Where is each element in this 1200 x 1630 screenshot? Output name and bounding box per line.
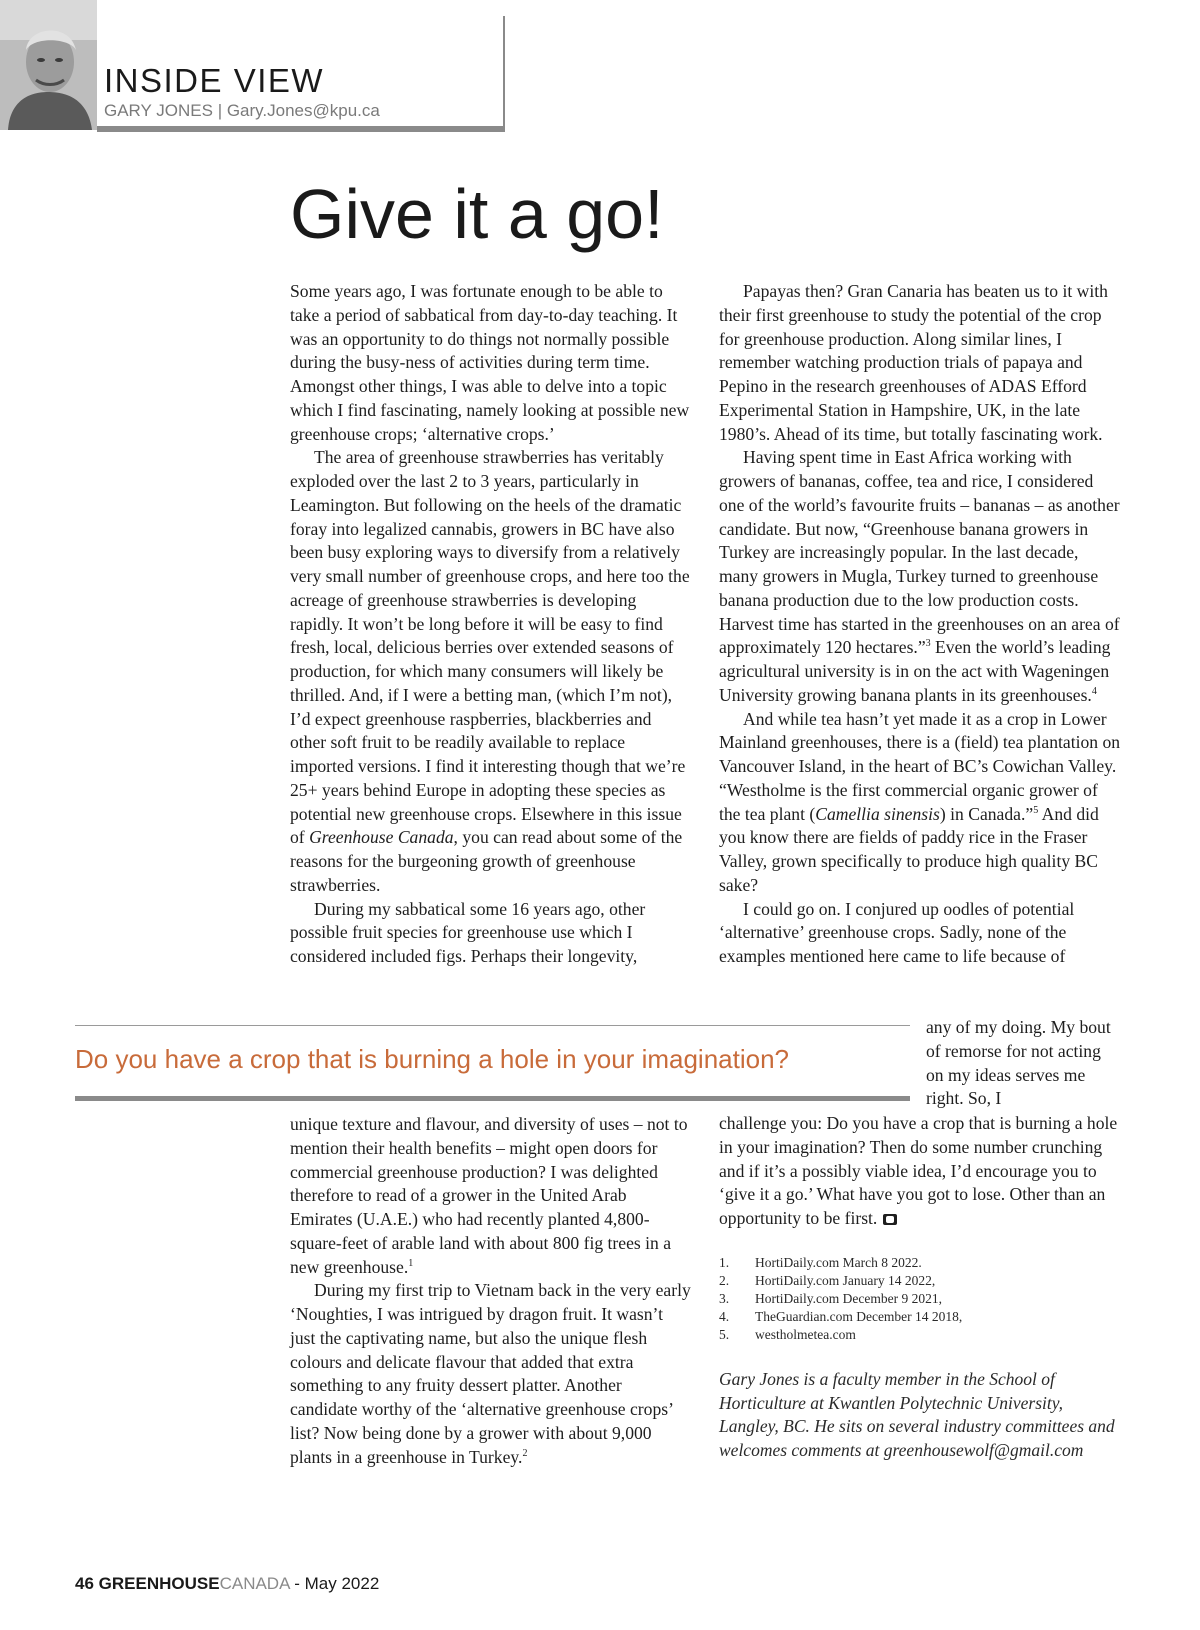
end-of-article-icon xyxy=(883,1214,897,1225)
footnote-item: 4. TheGuardian.com December 14 2018, xyxy=(719,1309,963,1324)
author-byline: GARY JONES | Gary.Jones@kpu.ca xyxy=(104,101,380,120)
footnote-item: 5. westholmetea.com xyxy=(719,1327,856,1342)
body-paragraph: Having spent time in East Africa working with growers of bananas, coffee, tea and rice, I considered one of the world’s favourite fruits – bananas – as another candidate. But now, “Greenhouse banana growers in Turkey are increasingly popular. In the last decade, many growers in Mugla, Turkey turned to greenhouse banana production due to the low production costs. Harvest time has started in the greenhouses on an area of approximately 120 hectares.”$^3$ Even the world’s leading agricultural university is in on the act with Wageningen University growing banana plants in its greenhouses.$^4$ xyxy=(719,447,1120,705)
header-divider-vertical xyxy=(503,16,505,130)
article-column-right-wrap xyxy=(926,1016,1121,1111)
body-paragraph: Papayas then? Gran Canaria has beaten us to it with their first greenhouse to study the potential of the crop for greenhouse production. Along similar lines, I remember watching production trials of papaya and Pepino in the research greenhouses of ADAS Efford Experimental Station in Hampshire, UK, in the late 1980’s. Ahead of its time, but totally fascinating work. xyxy=(719,281,1108,444)
pullquote-rule-top xyxy=(75,1025,910,1026)
footnote-ref: 1 xyxy=(408,1257,414,1269)
column-name: INSIDE VIEW xyxy=(104,62,325,99)
body-paragraph: I could go on. I conjured up oodles of potential ‘alternative’ greenhouse crops. Sadly, none of the examples mentioned here came to life because of xyxy=(719,898,1075,966)
author-photo xyxy=(0,0,97,130)
article-column-left-lower xyxy=(290,1113,692,1469)
header-divider-horizontal xyxy=(97,126,505,132)
footnote-ref: 5 xyxy=(1033,804,1039,816)
footnote-item: 1. HortiDaily.com March 8 2022. xyxy=(719,1255,922,1270)
issue-date: - May 2022 xyxy=(294,1574,380,1593)
article-column-right-upper xyxy=(719,280,1121,969)
body-paragraph: During my first trip to Vietnam back in the very early ‘Noughties, I was intrigued by dragon fruit. It wasn’t just the captivating name, but also the unique flesh colours and delicate flavour that added that extra something to any fruity dessert platter. Another candidate worthy of the ‘alternative greenhouse crops’ list? Now being done by a grower with about 9,000 plants in a greenhouse in Turkey.$^2$ xyxy=(290,1280,691,1467)
body-paragraph: any of my doing. My bout of remorse for not acting on my ideas serves me right. So, I xyxy=(926,1017,1111,1109)
article-column-right-lower xyxy=(719,1112,1121,1231)
footnote-ref: 3 xyxy=(925,638,931,650)
body-paragraph: During my sabbatical some 16 years ago, other possible fruit species for greenhouse use which I considered included figs. Perhaps their longevity, xyxy=(290,898,646,966)
footnote-ref: 2 xyxy=(522,1447,528,1459)
author-bio: Gary Jones is a faculty member in the School of Horticulture at Kwantlen Polytechnic University, Langley, BC. He sits on several industry committees and welcomes comments at greenhousewolf@gmail.com xyxy=(719,1369,1115,1460)
body-paragraph: And while tea hasn’t yet made it as a crop in Lower Mainland greenhouses, there is a (field) tea plantation on Vancouver Island, in the heart of BC’s Cowichan Valley. “Westholme is the first commercial organic grower of the tea plant (Camellia sinensis) in Canada.”$^5$ And did you know there are fields of paddy rice in the Fraser Valley, grown specifically to produce high quality BC sake? xyxy=(719,708,1121,895)
article-column-left-upper xyxy=(290,280,692,969)
author-portrait-icon xyxy=(0,0,97,130)
page-number: 46 xyxy=(75,1574,94,1593)
body-paragraph: challenge you: Do you have a crop that is burning a hole in your imagination? Then do some number crunching and if it’s a possibly viable idea, I’d encourage you to ‘give it a go.’ What have you got to lose. Other than an opportunity to be first. xyxy=(719,1113,1118,1228)
page-footer xyxy=(75,1575,379,1592)
magazine-name-italic: Greenhouse Canada xyxy=(309,827,454,848)
body-paragraph: Some years ago, I was fortunate enough to be able to take a period of sabbatical from day-to-day teaching. It was an opportunity to do things not normally possible during the busy-ness of activities during term time. Amongst other things, I was able to delve into a topic which I find fascinating, namely looking at possible new greenhouse crops; ‘alternative crops.’ xyxy=(290,281,690,444)
magazine-name: GREENHOUSE xyxy=(98,1574,220,1593)
footnote-item: 2. HortiDaily.com January 14 2022, xyxy=(719,1273,936,1288)
species-name-italic: Camellia sinensis xyxy=(815,803,940,824)
body-paragraph: The area of greenhouse strawberries has veritably exploded over the last 2 to 3 years, particularly in Leamington. But following on the heels of the dramatic foray into legalized cannabis, growers in BC have also been busy exploring ways to diversify from a relatively very small number of greenhouse crops, and here too the acreage of greenhouse strawberries is developing rapidly. It won’t be long before it will be easy to find fresh, local, delicious berries over extended seasons of production, for which many consumers will likely be thrilled. And, if I were a betting man, (which I’m not), I’d expect greenhouse raspberries, blackberries and other soft fruit to be readily available to replace imported versions. I find it interesting though that we’re 25+ years behind Europe in adopting these species as potential new greenhouse crops. Elsewhere in this issue of Greenhouse Canada, you can read about some of the reasons for the burgeoning growth of greenhouse strawberries. xyxy=(290,447,690,895)
pull-quote: Do you have a crop that is burning a hole in your imagination? xyxy=(75,1044,789,1074)
pullquote-rule-bottom xyxy=(75,1096,910,1101)
footnote-ref: 4 xyxy=(1091,685,1097,697)
body-paragraph: unique texture and flavour, and diversity of uses – not to mention their health benefits – might open doors for commercial greenhouse production? I was delighted therefore to read of a grower in the United Arab Emirates (U.A.E.) who had recently planted 4,800-square-feet of arable land with about 800 fig trees in a new greenhouse.$^1$ xyxy=(290,1114,688,1277)
magazine-name-suffix: CANADA xyxy=(219,1574,290,1593)
footnotes xyxy=(719,1254,1121,1344)
article-title: Give it a go! xyxy=(290,175,664,253)
footnote-item: 3. HortiDaily.com December 9 2021, xyxy=(719,1291,942,1306)
